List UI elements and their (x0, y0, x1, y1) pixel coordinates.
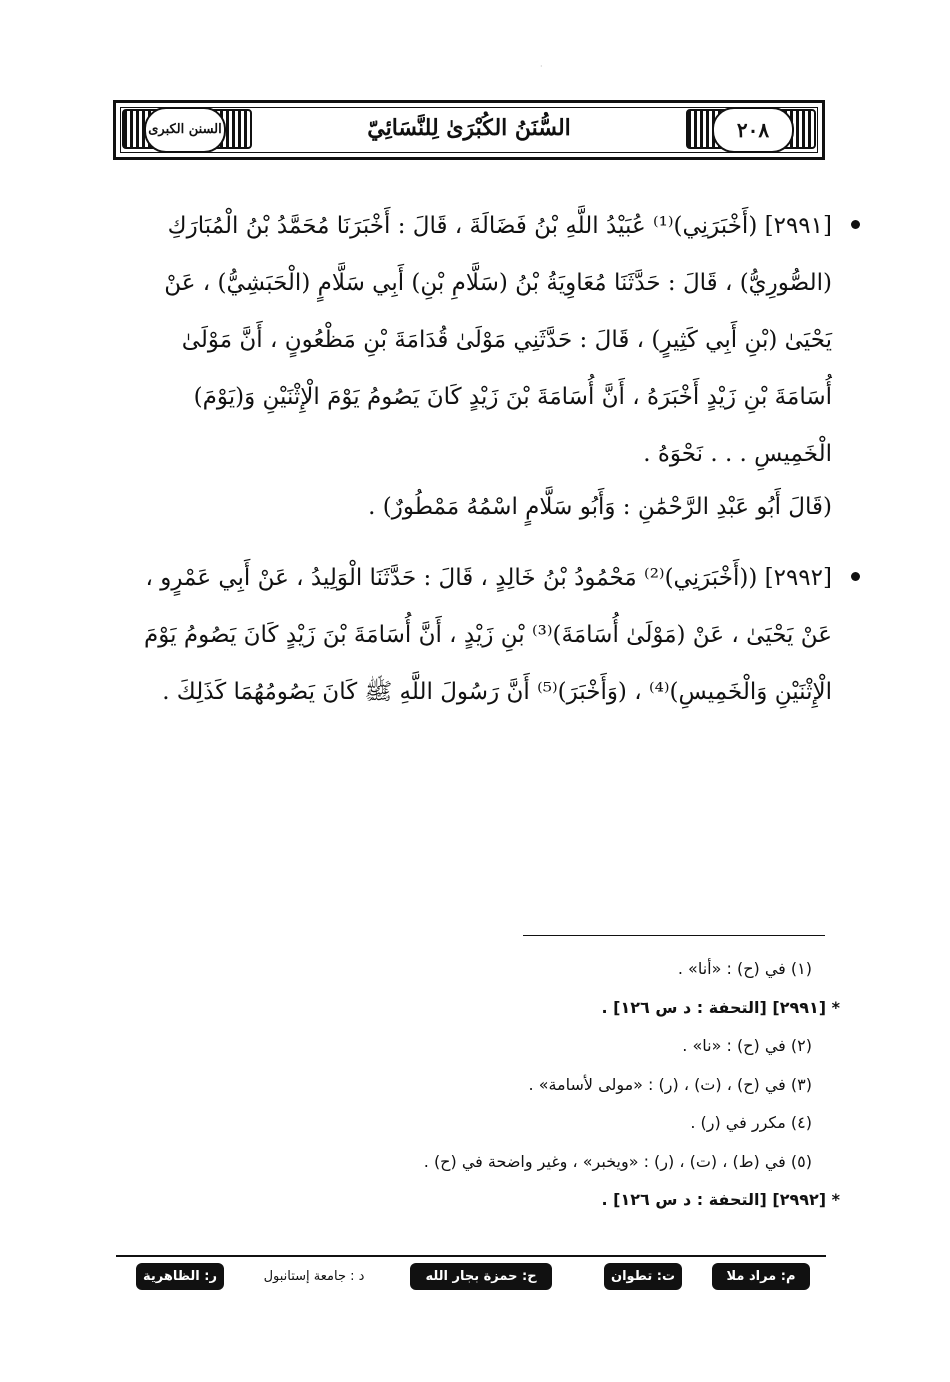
scan-mark: · (540, 62, 543, 71)
hadith-line: [٢٩٩٢] ((أَخْبَرَنِي)⁽²⁾ مَحْمُودُ بْنُ خَالِدٍ ، قَالَ : حَدَّثَنَا الْوَلِيدُ ، عَنْ أَبِي عَمْرٍو ، (145, 565, 832, 591)
footnote: (١) في (ح) : «أنا» . (677, 959, 812, 978)
manuscript-key-hamza: ح: حمزة بجار الله (410, 1263, 552, 1290)
page-header (113, 100, 825, 160)
bottom-rule (116, 1255, 826, 1257)
hadith-line: الْخَمِيسِ . . . نَحْوَهُ . (643, 441, 832, 467)
manuscript-key-murad-mulla: م: مراد ملا (712, 1263, 810, 1290)
author-note: (قَالَ أَبُو عَبْدِ الرَّحْمَٰنِ : وَأَبُو سَلَّامٍ اسْمُهُ مَمْطُورٌ) . (368, 494, 832, 520)
manuscript-key-zahiriyya: ر: الظاهرية (136, 1263, 224, 1290)
manuscript-key-tetouan: ت: تطوان (604, 1263, 682, 1290)
book-logo (144, 107, 226, 153)
footnote-separator (523, 935, 825, 936)
hadith-line: أُسَامَةَ بْنِ زَيْدٍ أَخْبَرَهُ ، أَنَّ أُسَامَةَ بْنَ زَيْدٍ كَانَ يَصُومُ يَوْمَ الْإِثْنَيْنِ وَ(يَوْمَ) (193, 384, 832, 410)
hadith-line: الْإِثْنَيْنِ وَالْخَمِيسِ)⁽⁴⁾ ، (وَأَخْبَرَ)⁽⁵⁾ أَنَّ رَسُولَ اللَّهِ ﷺ كَانَ يَصُومُهُمَا كَذَلِكَ . (162, 679, 832, 705)
hadith-bullet (851, 220, 860, 229)
page-number: ٢٠٨ (712, 107, 794, 153)
hadith-line: [٢٩٩١] (أَخْبَرَنِي)⁽¹⁾ عُبَيْدُ اللَّهِ بْنُ فَضَالَةَ ، قَالَ : أَخْبَرَنَا مُحَمَّدُ بْنُ الْمُبَارَكِ (167, 213, 832, 239)
hadith-bullet (851, 572, 860, 581)
hadith-line: عَنْ يَحْيَىٰ ، عَنْ (مَوْلَىٰ أُسَامَةَ)⁽³⁾ بْنِ زَيْدٍ ، أَنَّ أُسَامَةَ بْنَ زَيْدٍ كَانَ يَصُومُ يَوْمَ (144, 622, 832, 648)
footnote: (٤) مكرر في (ر) . (690, 1113, 812, 1132)
running-title: السُّنَنُ الكُبْرَىٰ لِلنَّسَائِيّ (367, 115, 571, 141)
manuscript-key-istanbul: د : جامعة إستانبول (263, 1269, 365, 1284)
hadith-line: (الصُّورِيُّ) ، قَالَ : حَدَّثَنَا مُعَاوِيَةُ بْنُ (سَلَّامِ بْنِ) أَبِي سَلَّامٍ (الْحَبَشِيُّ) ، عَنْ (164, 270, 832, 296)
hadith-2992 (112, 550, 832, 721)
footnote: (٣) في (ح) ، (ت) ، (ر) : «مولى لأسامة» . (528, 1074, 812, 1094)
main-text (112, 198, 832, 735)
hadith-2991 (112, 198, 832, 536)
manuscript-key-bar (0, 1263, 950, 1293)
hadith-line: يَحْيَىٰ (بْنِ أَبِي كَثِيرٍ) ، قَالَ : حَدَّثَنِي مَوْلَىٰ قُدَامَةَ بْنِ مَظْعُونٍ ، أَنَّ مَوْلَىٰ (181, 327, 832, 353)
footnotes (112, 950, 840, 1220)
takhrij-note: * [٢٩٩٢] [التحفة : د س ١٢٦] . (601, 1190, 840, 1209)
footnote: (٢) في (ح) : «نا» . (682, 1036, 812, 1055)
takhrij-note: * [٢٩٩١] [التحفة : د س ١٢٦] . (601, 997, 840, 1017)
book-logo-text: السنن الكبرى (148, 122, 222, 137)
footnote: (٥) في (ط) ، (ت) ، (ر) : «ويخبر» ، وغير واضحة في (ح) . (423, 1151, 812, 1171)
